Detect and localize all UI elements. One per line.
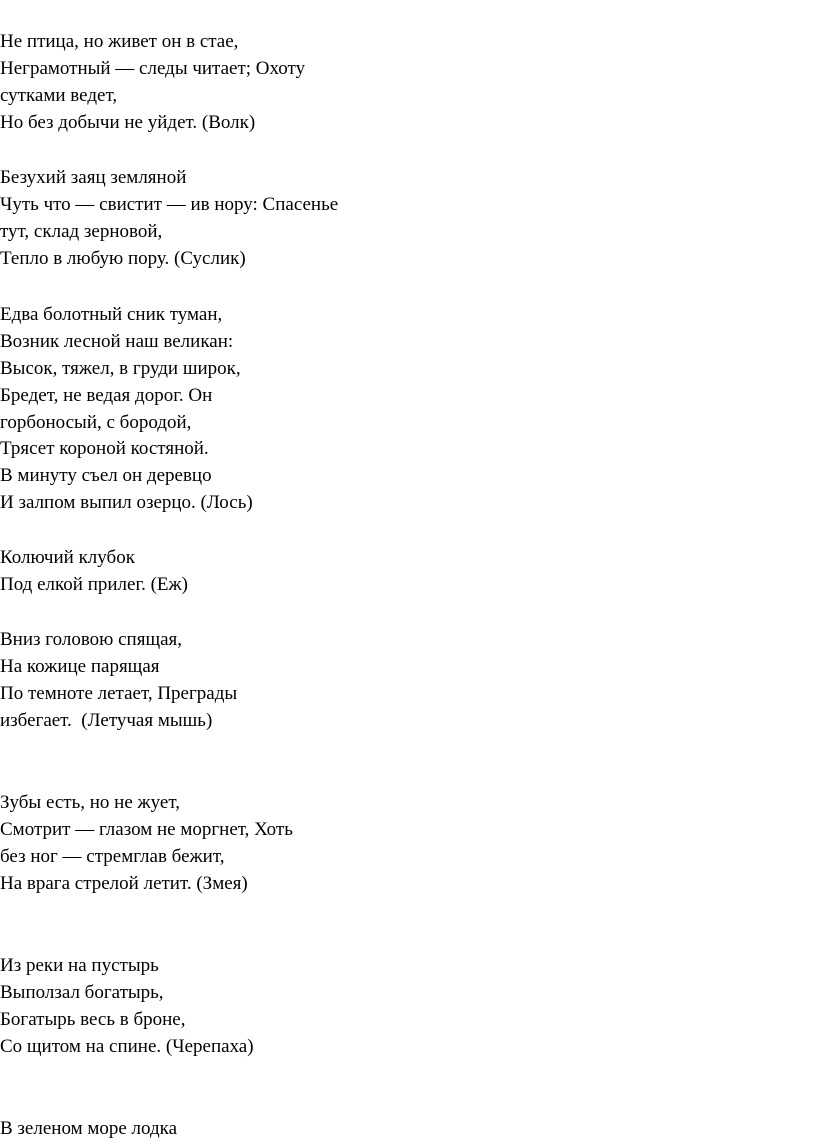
riddle-3-line-7: В минуту съел он деревцо [0,465,212,486]
riddle-3-line-6: Трясет короной костяной. [0,438,209,459]
riddle-3-line-8: И залпом выпил озерцо. (Лось) [0,492,253,513]
riddle-5-line-3: По темноте летает, Преграды [0,683,238,704]
riddle-1-line-2: Неграмотный — следы читает; Охоту [0,58,306,79]
riddle-3-line-4: Бредет, не ведая дорог. Он [0,385,213,406]
riddle-1-line-4: Но без добычи не уйдет. (Волк) [0,112,256,133]
riddle-4-line-1: Колючий клубок [0,547,135,568]
riddle-7-line-1: Из реки на пустырь [0,955,159,976]
riddle-6-line-2: Смотрит — глазом не моргнет, Хоть [0,819,293,840]
riddle-3-line-3: Высок, тяжел, в груди широк, [0,358,241,379]
riddle-6-line-3: без ног — стремглав бежит, [0,846,225,867]
riddle-3-line-2: Возник лесной наш великан: [0,331,234,352]
riddle-8-line-1: В зеленом море лодка [0,1118,178,1139]
riddle-5-line-4: избегает. (Летучая мышь) [0,710,213,731]
riddle-4-line-2: Под елкой прилег. (Еж) [0,574,188,595]
riddle-2-line-1: Безухий заяц земляной [0,167,187,188]
riddle-6-line-4: На врага стрелой летит. (Змея) [0,873,248,894]
riddle-3-line-1: Едва болотный сник туман, [0,304,223,325]
riddle-3-line-5: горбоносый, с бородой, [0,412,192,433]
riddle-6-line-1: Зубы есть, но не жует, [0,792,180,813]
riddle-5-line-2: На кожице парящая [0,656,160,677]
riddle-1-line-3: сутками ведет, [0,85,118,106]
riddle-2-line-3: тут, склад зерновой, [0,221,163,242]
riddle-7-line-4: Со щитом на спине. (Черепаха) [0,1036,254,1057]
riddle-2-line-2: Чуть что — свистит — ив нору: Спасенье [0,194,339,215]
riddle-1-line-1: Не птица, но живет он в стае, [0,31,239,52]
riddle-2-line-4: Тепло в любую пору. (Суслик) [0,248,246,269]
riddle-5-line-1: Вниз головою спящая, [0,629,182,650]
riddle-7-line-2: Выползал богатырь, [0,982,164,1003]
riddle-7-line-3: Богатырь весь в броне, [0,1009,186,1030]
